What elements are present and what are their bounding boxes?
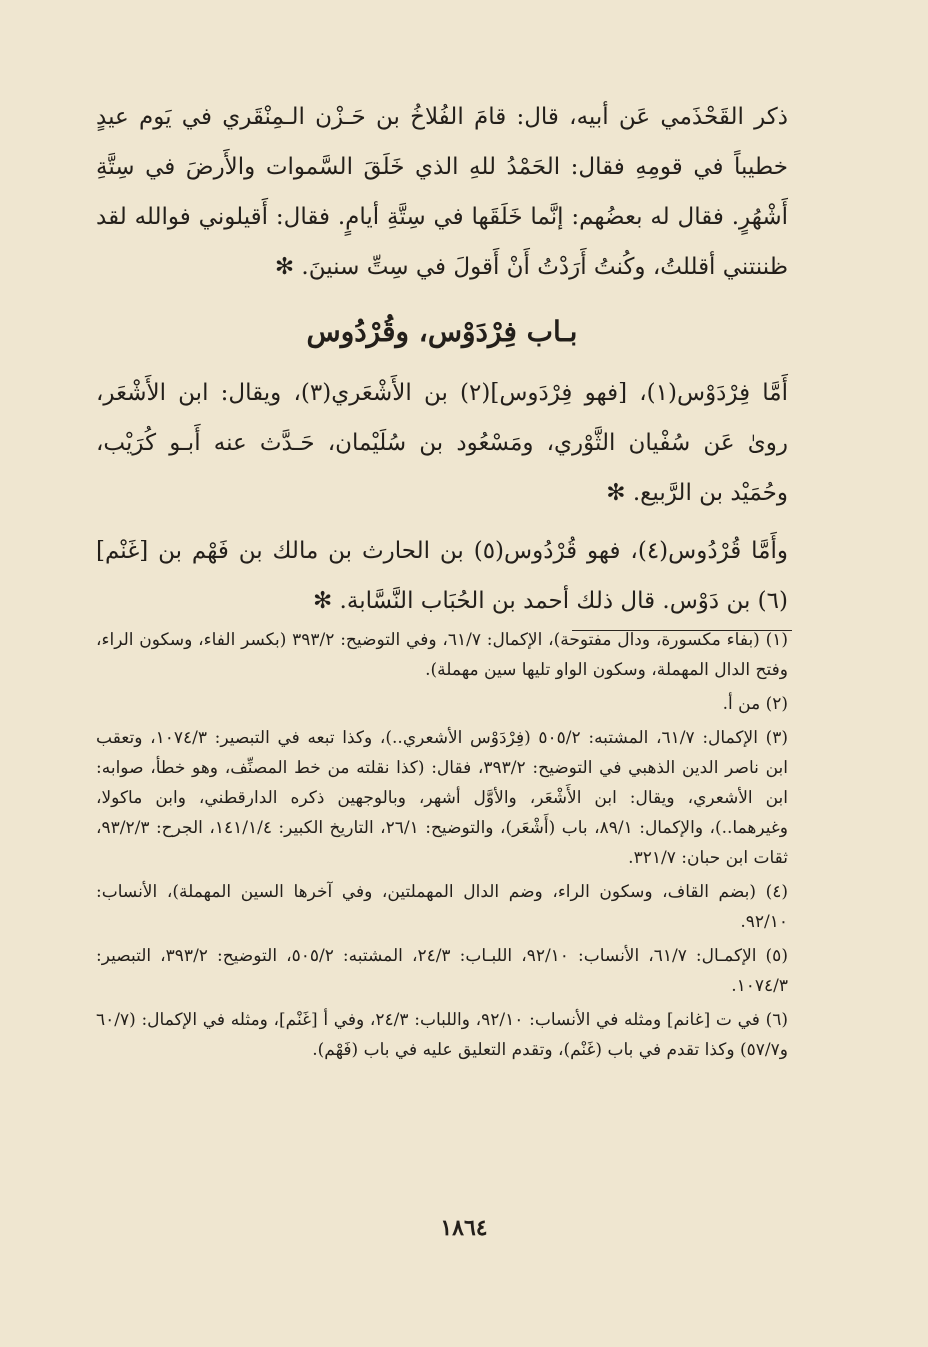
- footnote-6: (٦) في ت [غانم] ومثله في الأنساب: ٩٢/١٠، واللباب: ٢٤/٣، وفي أ [غَنْم]، ومثله في الإكمال: (٦٠/٧ و٥٧/٧) وكذا تقدم في باب (غَنْم)، وتقدم التعليق عليه في باب (فَهْم).: [96, 1010, 789, 1060]
- footnote-5: (٥) الإكمـال: ٦١/٧، الأنساب: ٩٢/١٠، اللبـاب: ٢٤/٣، المشتبه: ٥٠٥/٢، التوضيح: ٣٩٣/٢، التبصير: ١٠٧٤/٣.: [96, 946, 788, 996]
- intro-paragraph: ذكر القَحْذَمي عَن أبيه، قال: قامَ الفُلاخُ بن حَـزْن الـمِنْقَري في يَوم عيدٍ خطيباً في قومِهِ فقال: الحَمْدُ للهِ الذي خَلَقَ السَّموات والأَرضَ في سِتَّةِ أَشْهُرٍ. فقال له بعضُهم: إنَّما خَلَقَها في سِتَّةِ أيامٍ. فقال: أَقيلوني فوالله لقد ظننتني أقللتُ، وكُنتُ أَرَدْتُ أَنْ أَقولَ في سِتِّ سنينَ. ✻: [96, 104, 788, 280]
- footnote-4: (٤) (بضم القاف، وسكون الراء، وضم الدال المهملتين، وفي آخرها السين المهملة)، الأنساب: ٩٢/١٠.: [96, 882, 788, 932]
- footnotes: [96, 625, 788, 1069]
- section-title: بـاب فِرْدَوْس، وقُرْدُوس: [306, 315, 578, 348]
- qurdus-paragraph: وأَمَّا قُرْدُوس(٤)، فهو قُرْدُوس(٥) بن الحارث بن مالك بن فَهْم بن [غَنْم](٦) بن دَوْس. قال ذلك أحمد بن الحُبَاب النَّسَّابة. ✻: [96, 538, 788, 614]
- footnote-2: (٢) من أ.: [722, 694, 788, 714]
- page-number: ١٨٦٤: [440, 1215, 488, 1241]
- firdaws-paragraph: أَمَّا فِرْدَوْس(١)، [فهو فِرْدَوس](٢) بن الأَشْعَري(٣)، ويقال: ابن الأَشْعَر، روىٰ عَن سُفْيان الثَّوْري، ومَسْعُود بن سُلَيْمان، حَـدَّث عنه أَبـو كُرَيْب، وحُمَيْد بن الرَّبيع. ✻: [96, 380, 789, 506]
- footnote-3: (٣) الإكمال: ٦١/٧، المشتبه: ٥٠٥/٢ (فِرْدَوْس الأشعري..)، وكذا تبعه في التبصير: ١٠٧٤/٣، وتعقب ابن ناصر الدين الذهبي في التوضيح: ٣٩٣/٢، فقال: (كذا نقلته من خط المصنِّف، وهو خطأ، صوابه: ابن الأشعري، ويقال: ابن الأَشْعَر، والأوَّل أشهر، وبالوجهين ذكره الدارقطني، وابن ماكولا، وغيرهما..)، والإكمال: ٨٩/١، باب (أَشْعَر)، والتوضيح: ٢٦/١، التاريخ الكبير: ١٤١/١/٤، الجرح: ٩٣/٢/٣، ثقات ابن حبان: ٣٢١/٧.: [96, 728, 788, 868]
- main-text: [96, 92, 788, 634]
- footnote-1: (١) (بفاء مكسورة، ودال مفتوحة)، الإكمال: ٦١/٧، وفي التوضيح: ٣٩٣/٢ (بكسر الفاء، وسكون الراء، وفتح الدال المهملة، وسكون الواو تليها سين مهملة).: [96, 630, 788, 680]
